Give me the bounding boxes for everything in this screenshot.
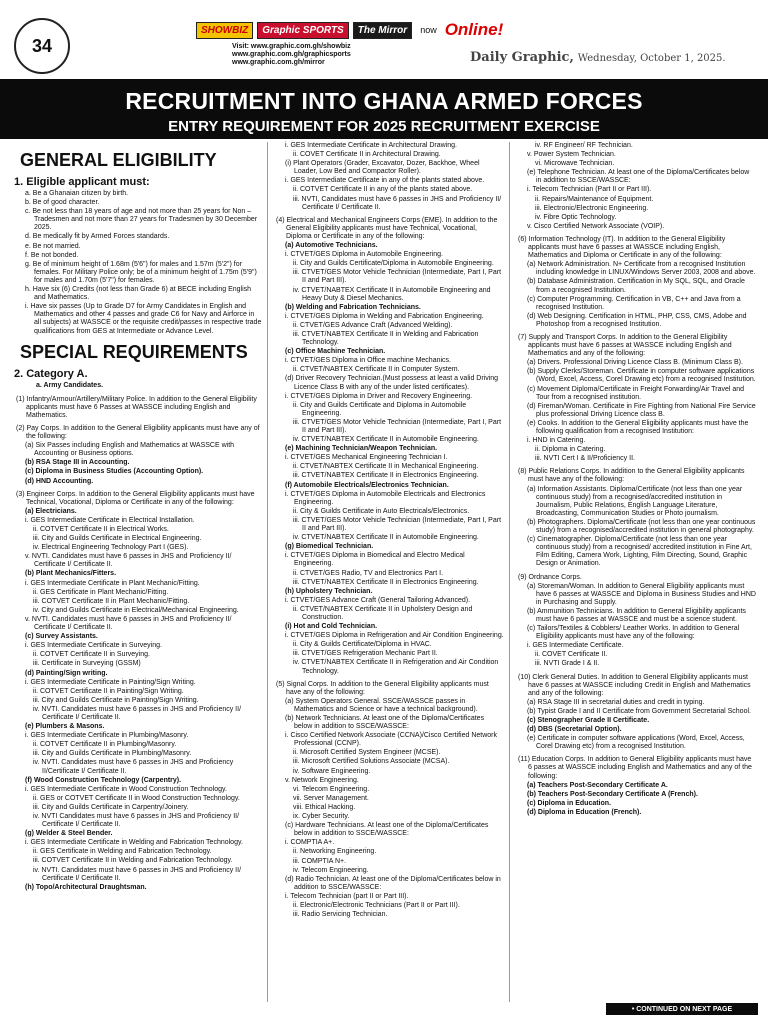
list-item: (b) Teachers Post-Secondary Certificate A (French). [527,790,698,798]
list-item: ii. City and Guilds Certificate and Diploma in Automobile Engineering. [293,401,467,417]
list-item: ii. GES or COTVET Certificate II in Wood Construction Technology. [33,794,240,802]
list-item: iii. COMPTIA N+. [293,857,347,865]
list-item: e. Be not married. [25,242,81,250]
list-item: (c) Diploma in Business Studies (Accounting Option). [25,468,204,476]
list-item: ii. COTVET Certificate II in Surveying. [33,651,150,659]
list-item: ix. Cyber Security. [293,813,350,821]
category-subheading: a. Army Candidates. [36,381,104,389]
list-item: (c) Computer Programming. Certification in VB, C++ and Java from a recognised Institution. [527,295,741,311]
graphic-sports-logo: Graphic SPORTS [257,22,349,39]
list-item: (6) Information Technology (IT). In addition to the General Eligibility applicants must have 6 passes at WASSCE including English, Mathematics and Diploma or Certificate in any of the following: [518,235,726,260]
list-item: (a) Automotive Technicians. [285,242,378,250]
list-item: (a) System Operators General. SSCE/WASSCE passes in Mathematics and Science or have a technical background). [285,697,478,713]
list-item: b. Be of good character. [25,199,100,207]
list-item: ii. City & Guilds Certificate in Auto Electricals/Electronics. [293,507,470,515]
list-item: (g) Biomedical Technician. [285,543,374,551]
list-item: (i) Plant Operators (Grader, Excavator, Dozer, Backhoe, Wheel Loader, Low Bed and Compactor Roller). [285,160,480,176]
list-item: (b) Typist Grade I and II Certificate from Government Secretarial School. [527,707,751,715]
list-item: (a) Network Administration. N+ Certificate from a recognised Institution including knowledge in LINUX/Windows Server 2003, 2008 and above. [527,261,756,277]
list-item: (e) Machining Technician/Weapon Technician. [285,445,438,453]
list-item: iii. Radio Servicing Technician. [293,911,388,919]
list-item: ii. Electronic/Electronic Technicians (Part II or Part III). [293,901,460,909]
list-item: i. GES Intermediate Certificate in Wood Construction Technology. [25,785,227,793]
list-item: (d) HND Accounting. [25,477,94,485]
list-item: h. Have six (6) Credits (not less than Grade 6) at BECE including English and Mathematics. [25,286,252,302]
list-item: iv. NVTI. Candidates must have 6 passes in JHS and Proficiency II/ Certificate I/ Certificate II. [33,705,242,721]
list-item: v. NVTI. Candidates must have 6 passes in JHS and Proficiency II/ Certificate I/ Certificate II. [25,553,232,569]
list-item: (c) Survey Assistants. [25,633,98,641]
list-item: i. CTVET/GES Diploma in Biomedical and Electro Medical Engineering. [285,552,465,568]
list-item: (d) Radio Technician. At least one of the Diploma/Certificates below in addition to SSCE/WASSCE: [285,875,501,891]
list-item: (c) Cinematographer. Diploma/Certificate (not less than one year continuous study) from a recognised/ accredited institution in Fine Art, Film Editing, Camera Work, Lighting, Film Directing, Sound, Graphic Design or Animation. [527,536,752,568]
list-item: (f) Wood Construction Technology (Carpentry). [25,776,182,784]
list-item: i. CTVET/GES Mechanical Engineering Technician I. [285,454,448,462]
list-item: (e) Certificate in computer software applications (Word, Excel, Access, Corel Drawing etc) from a recognised Institution. [527,735,745,751]
column-2 [274,142,504,920]
url-line[interactable]: Visit: www.graphic.com.gh/showbiz [232,43,351,50]
list-item: (a) Teachers Post-Secondary Certificate A. [527,781,668,789]
requirements-list [516,142,756,817]
list-item: i. Telecom Technician (Part II or Part III). [527,186,652,194]
list-item: iii. City and Guilds Certificate in Plumbing/Masonry. [33,750,192,758]
list-item: ii. COTVET Certificate II in Electrical Works. [33,526,169,533]
list-item: (d) Diploma in Education (French). [527,808,642,816]
list-item: i. CTVET/GES Diploma in Driver and Recovery Engineering. [285,392,473,400]
list-item: i. Have six passes (Up to Grade D7 for Army Candidates in English and Mathematics and other 4 passes and grade C6 for Navy and Airforce in all subjects) at WASSCE or the requisite credit/passes in respective trade qualifications from GES at Intermediate or Advance Level. [25,303,262,335]
requirements-list [14,396,262,892]
list-item: (e) Plumbers & Masons. [25,723,105,731]
list-item: (11) Education Corps. In addition to General Eligibility applicants must have 6 passes at WASSCE including English and Mathematics and any of the following: [518,756,752,780]
list-item: iii. Electronic/Electronic Engineering. [535,204,649,212]
list-item: ii. GES Certificate in Plant Mechanic/Fitting. [33,588,169,596]
column-divider [509,142,510,1002]
list-item: iii. NVTI Grade I & II. [535,660,600,668]
list-item: i. Telecom Technician (part II or Part III). [285,892,409,900]
list-item: ii. Microsoft Certified System Engineer (MCSE). [293,749,441,757]
list-item: i. Cisco Certified Network Associate (CCNA)/Cisco Certified Network Professional (CCNP). [285,732,497,748]
column-divider [267,142,268,1002]
list-item: (c) Office Machine Technician. [285,348,386,356]
list-item: i. CTVET/GES Diploma in Welding and Fabrication Engineering. [285,312,484,320]
list-item: iii. City and Guilds Certificate in Painting/Sign Writing. [33,696,199,704]
list-item: ii. Networking Engineering. [293,848,377,856]
list-item: i. GES Intermediate Certificate in Welding and Fabrication Technology. [25,839,243,847]
list-item: (c) Hardware Technicians. At least one of the Diploma/Certificates below in addition to SSCE/WASSCE: [285,822,489,838]
headline-title: RECRUITMENT INTO GHANA ARMED FORCES [125,88,643,114]
list-item: (c) Stenographer Grade II Certificate. [527,717,650,724]
list-item: ii. CTVET/NABTEX Certificate II in Upholstery Design and Construction. [293,605,473,621]
list-item: (i) Hot and Cold Technician. [285,623,378,631]
list-item: (b) Database Administration. Certification in My SQL, SQL, and Oracle from a recognised Institution. [527,278,745,294]
list-item: f. Be not bonded. [25,251,79,259]
column-1 [14,142,262,893]
list-item: ii. Repairs/Maintenance of Equipment. [535,195,654,203]
list-item: iii. CTVET/GES Motor Vehicle Technician (Intermediate, Part I, Part II and Part III). [293,418,502,434]
online-label: Online! [444,20,504,39]
page-number: 34 [14,18,70,74]
list-item: i. COMPTIA A+. [285,839,335,847]
list-item: ii. CTVET/NABTEX Certificate II in Mechanical Engineering. [293,463,479,471]
list-item: iv. CTVET/NABTEX Certificate II in Automobile Engineering. [293,534,479,542]
showbiz-logo: SHOWBIZ [196,22,253,39]
list-item: i. CTVET/GES Diploma in Automobile Engineering. [285,251,443,259]
list-item: i. GES Intermediate Certificate in any of the plants stated above. [285,177,485,185]
list-item: vi. Microwave Technician. [535,160,615,168]
list-item: (9) Ordnance Corps. [518,573,582,581]
list-item: iii. City and Guilds Certificate in Carpentry/Joinery. [33,803,189,811]
list-item: v. Network Engineering. [285,776,359,784]
list-item: (d) Web Designing. Certification in HTML, PHP, CSS, CMS, Adobe and Photoshop from a recognised Institution. [527,312,747,328]
list-item: iii. Certificate in Surveying (GSSM) [33,660,141,668]
mirror-logo: The Mirror [353,22,412,39]
list-item: iv. Telecom Engineering. [293,866,369,874]
list-item: iv. Software Engineering. [293,767,371,775]
list-item: iv. RF Engineer/ RF Technician. [535,142,633,149]
list-item: (d) Fireman/Woman. Certificate in Fire Fighting from National Fire Service plus professional Driving Licence class B. [527,402,756,418]
list-item: ii. City & Guilds Certificate/Diploma in HVAC. [293,641,432,649]
website-urls [232,43,351,67]
list-item: v. Cisco Certified Network Associate (VOIP). [527,222,665,230]
list-item: vi. Telecom Engineering. [293,785,370,793]
url-line[interactable]: www.graphic.com.gh/mirror [232,59,325,66]
list-item: (b) Ammunition Technicians. In addition to General Eligibility applicants must have 6 passes at WASSCE and must be a science student. [527,607,746,623]
list-item: (a) Drivers. Professional Driving Licence Class B. (Minimum Class B). [527,359,743,367]
general-eligibility-heading: GENERAL ELIGIBILITY [20,150,217,170]
sister-publication-logos [196,20,503,40]
list-item: (b) Plant Mechanics/Fitters. [25,570,117,578]
publication-date: Wednesday, October 1, 2025. [577,53,726,64]
list-item: ii. COVET Certificate II in Architectural Drawing. [293,151,441,159]
list-item: (3) Engineer Corps. In addition to the General Eligibility applicants must have Technical, Vocational, Diploma or Certificate in any of the following: [16,490,255,506]
url-line[interactable]: www.graphic.com.gh/graphicsports [232,51,351,58]
list-item: (h) Topo/Architectural Draughtsman. [25,883,147,891]
list-item: iv. CTVET/NABTEX Certificate II in Automobile Engineering and Heavy Duty & Diesel Mechanics. [293,286,491,302]
list-item: c. Be not less than 18 years of age and not more than 25 years for Non – Tradesmen and not more than 27 years for Tradesmen by 30 December 2025. [25,208,258,232]
column-3 [516,142,756,818]
list-item: (a) Storeman/Woman. In addition to General Eligibility applicants must have 6 passes at WASSCE and Diploma in Business Studies and HND in Purchasing and Supply. [527,582,756,606]
list-item: iii. NVTI Cert I & II/Proficiency II. [535,455,635,463]
list-item: vii. Server Management. [293,794,369,802]
list-item: g. Be of minimum height of 1.68m (5'6") for males and 1.57m (5'2") for females. For Military Police only; be of a minimum height of 1.75m (5'9") for males and 1.70m (5'7") for females. [25,260,257,284]
list-item: v. Power System Technician. [527,151,616,159]
list-item: (c) Tailors/Textiles & Cobblers/ Leather Works. In addition to General Eligibility applicants must have any of the following: [527,625,740,641]
list-item: (f) Automobile Electricals/Electronics Technician. [285,481,449,489]
list-item: ii. CTVET/GES Radio, TV and Electronics Part I. [293,569,444,577]
list-item: iv. City and Guilds Certificate in Electrical/Mechanical Engineering. [33,606,239,614]
list-item: i. GES Intermediate Certificate in Plumbing/Masonry. [25,732,189,740]
list-item: a. Be a Ghanaian citizen by birth. [25,190,129,197]
list-item: iii. CTVET/NABTEX Certificate II in Electronics Engineering. [293,578,479,586]
list-item: (b) Welding and Fabrication Technicians. [285,303,421,311]
list-item: i. GES Intermediate Certificate in Electrical Installation. [25,516,195,524]
list-item: (a) Six Passes including English and Mathematics at WASSCE with Accounting or Business options. [25,442,235,458]
list-item: iii. CTVET/GES Refrigeration Mechanic Part II. [293,650,438,658]
list-item: (e) Cooks. In addition to the General Eligibility applicants must have the following qualification from a recognised Institution: [527,419,749,435]
list-item: (d) DBS (Secretarial Option). [527,726,622,734]
list-item: (a) Information Assistants. Diploma/Certificate (not less than one year continuous study) from a recognised/accredited institution in Journalism, Public Relations, English Language Literature, Broadcasting, Communication Studies or Photo journalism. [527,485,743,517]
list-item: (10) Clerk General Duties. In addition to General Eligibility applicants must have 6 passes at WASSCE including Credit in English and Mathematics and any of the following: [518,673,751,697]
list-item: (a) RSA Stage III in secretarial duties and credit in typing. [527,698,705,706]
list-item: d. Be medically fit by Armed Forces standards. [25,233,170,241]
category-heading: 2. Category A. [14,367,88,380]
list-item: iv. NVTI. Candidates must have 6 passes in JHS and Proficiency II/ Certificate I/ Certificate II. [33,866,242,882]
list-item: ii. COTVET Certificate II in Painting/Sign Writing. [33,687,184,695]
list-item: (b) Network Technicians. At least one of the Diploma/Certificates below in addition to SSCE/WASSCE: [285,715,485,731]
list-item: iii. CTVET/NABTEX Certificate II in Electronics Engineering. [293,472,479,480]
headline-banner [0,79,768,139]
list-item: (2) Pay Corps. In addition to the General Eligibility applicants must have any of the following: [16,424,260,441]
list-item: iv. CTVET/NABTEX Certificate II in Refrigeration and Air Condition Technology. [293,659,499,675]
list-item: ii. COTVET Certificate II in any of the plants stated above. [293,186,473,194]
special-requirements-heading: SPECIAL REQUIREMENTS [20,341,248,362]
list-item: i. GES Intermediate Certificate in Surveying. [25,642,162,650]
requirements-list [274,142,504,919]
list-item: (c) Movement Diploma/Certificate in Freight Forwarding/Air Travel and Tour from a recognised institution. [527,385,745,401]
list-item: i. GES Intermediate Certificate in Plant Mechanic/Fitting. [25,579,200,587]
list-item: i. CTVET/GES Diploma in Office machine Mechanics. [285,357,451,365]
list-item: ii. CTVET/NABTEX Certificate II in Computer System. [293,366,460,374]
list-item: (5) Signal Corps. In addition to the General Eligibility applicants must have any of the following: [276,680,489,696]
list-item: (d) Driver Recovery Technician.(Must possess at least a valid Driving Licence Class B with any of the under listed certificates). [285,375,499,391]
list-item: i. HND in Catering. [527,437,586,445]
list-item: (g) Welder & Steel Bender. [25,830,113,838]
list-item: ii. CTVET/GES Advance Craft (Advanced Welding). [293,321,453,329]
list-item: (b) Photographers. Diploma/Certificate (not less than one year continuous study) from a recognised/accredited institution in general photography. [527,518,756,535]
list-item: (d) Painting/Sign writing. [25,669,108,677]
list-item: (b) RSA Stage III in Accounting. [25,459,130,467]
list-item: (7) Supply and Transport Corps. In addition to the General Eligibility applicants must have 6 passes at WASSCE including English and Mathematics and any of the following: [518,333,732,358]
list-item: ii. GES Certificate in Welding and Fabrication Technology. [33,848,212,856]
list-item: iv. NVTI. Candidates must have 6 passes in JHS and Proficiency II/Certificate I/ Certificate II. [33,759,234,775]
list-item: i. CTVET/GES Diploma in Refrigeration and Air Condition Engineering. [285,632,504,640]
list-item: iii. NVTI, Candidates must have 6 passes in JHS and Proficiency II/ Certificate I/ Certificate II. [293,195,502,211]
list-item: i. GES Intermediate Certificate in Painting/Sign Writing. [25,678,196,686]
list-item: (h) Upholstery Technician. [285,587,373,595]
list-item: iii. City and Guilds Certificate in Electrical Engineering. [33,535,202,543]
list-item: v. NVTI. Candidates must have 6 passes in JHS and Proficiency II/ Certificate I/ Certificate II. [25,615,232,632]
list-item: i. GES Intermediate Certificate. [527,642,624,650]
list-item: iii. COTVET Certificate II in Welding and Fabrication Technology. [33,857,233,865]
list-item: (4) Electrical and Mechanical Engineers Corps (EME). In addition to the General Eligibility applicants must have Technical, Vocational, Diploma or Certificate in any of the following: [276,216,498,240]
list-item: ii. COVET Certificate II. [535,651,608,659]
list-item: (b) Supply Clerks/Storeman. Certificate in computer software applications (Word, Excel, Access, Corel Drawing etc) from a recognised Institution. [527,368,756,384]
list-item: ii. City and Guilds Certificate/Diploma in Automobile Engineering. [293,260,494,268]
continued-banner: • CONTINUED ON NEXT PAGE [606,1003,758,1015]
list-item: iv. Electrical Engineering Technology Part I (GES). [33,544,189,552]
list-item: ii. COTVET Certificate II in Plumbing/Masonry. [33,741,177,749]
publication-name: Daily Graphic, [470,50,574,65]
headline-subtitle: ENTRY REQUIREMENT FOR 2025 RECRUITMENT EXERCISE [168,118,600,135]
list-item: viii. Ethical Hacking. [293,803,356,811]
list-item: iii. CTVET/GES Motor Vehicle Technician (Intermediate, Part I, Part II and Part III). [293,269,502,285]
list-item: i. CTVET/GES Diploma in Automobile Electricals and Electronics Engineering. [285,490,486,506]
list-item: i. GES Intermediate Certificate in Architectural Drawing. [285,142,457,149]
list-item: i. CTVET/GES Advance Craft (General Tailoring Advanced). [285,596,471,604]
list-item: (e) Telephone Technician. At least one of the Diploma/Certificates below in addition to SSCE/WASSCE: [527,169,750,185]
list-item: iv. CTVET/NABTEX Certificate II in Automobile Engineering. [293,436,479,444]
list-item: iii. CTVET/GES Motor Vehicle Technician (Intermediate, Part I, Part II and Part III). [293,516,502,533]
now-label: now [420,25,437,35]
masthead [470,50,726,65]
list-item: iii. Microsoft Certified Solutions Associate (MCSA). [293,758,450,766]
list-item: (a) Electricians. [25,507,77,515]
list-item: (1) Infantry/Armour/Artillery/Military Police. In addition to the General Eligibility applicants must have 6 Passes at WASSCE including English and Mathematics. [16,395,257,419]
list-item: iv. Fibre Optic Technology. [535,213,617,221]
list-item: iv. NVTI Candidates must have 6 passes in JHS and Proficiency II/ Certificate I/ Certificate II. [33,813,240,829]
list-item: (c) Diploma in Education. [527,799,612,807]
list-item: ii. Diploma in Catering. [535,446,606,454]
eligibility-list [14,190,262,336]
list-item: (8) Public Relations Corps. In addition to the General Eligibility applicants must have any of the following: [518,468,745,484]
list-item: iii. COTVET Certificate II in Plant Mechanic/Fitting. [33,597,190,605]
list-item: iii. CTVET/NABTEX Certificate II in Welding and Fabrication Technology. [293,330,479,347]
eligible-applicant-heading: 1. Eligible applicant must: [14,176,150,188]
